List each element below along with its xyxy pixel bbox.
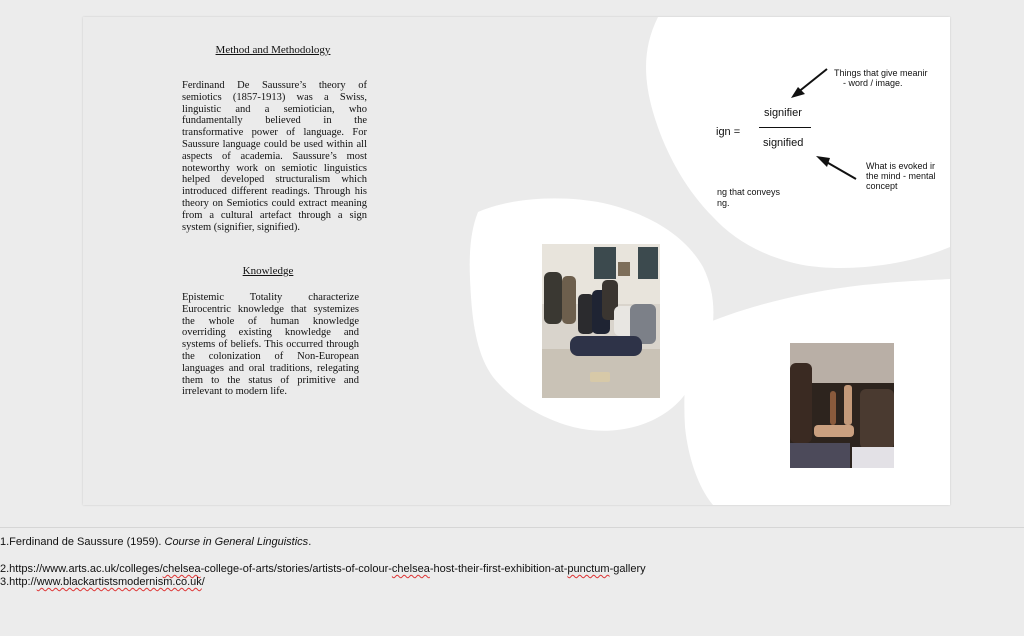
note-signified-1: What is evoked ir [866,161,936,171]
footnote-1-title: Course in General Linguistics [164,536,309,548]
knowledge-heading: Knowledge [242,265,294,277]
footnote-2-misspelled: chelsea [162,563,201,575]
footnote-1-text: 1.Ferdinand de Saussure (1959). [0,536,165,548]
signified-label: signified [763,137,804,149]
knowledge-paragraph: Epistemic Totality characterize Eurocentric knowledge that systemizes the whole of human knowledge overriding existing knowledge and systems of beliefs. This occurred through the colonization of Non-European languages and oral traditions, relegating them to the status of primitive and irrelevant to modern life. [182,292,359,398]
footnote-2-misspelled: punctum [567,563,610,575]
note-sign-1: ng that conveys [717,187,781,197]
footnote-2-part: -college-of-arts/stories/artists-of-colour- [200,563,392,575]
footnote-3-part: / [201,576,205,588]
footnote-1-end: . [308,536,312,548]
note-sign-2: ng. [717,198,730,208]
note-signifier-2: - word / image. [843,78,903,88]
footnote-3-part: 3.http:// [0,576,37,588]
footnote-3-link[interactable]: www.blackartistsmodernism.co.uk [36,576,202,588]
sign-label: ign = [716,126,741,138]
note-signifier-1: Things that give meanir [834,68,928,78]
hands-photo[interactable] [790,343,894,468]
footnote-3 [0,576,205,588]
signifier-label: signifier [764,107,802,119]
method-paragraph: Ferdinand De Saussure’s theory of semiotics (1857-1913) was a Swiss, linguistic and a semiotician, who fundamentally believed in the transformative power of language. For Saussure language could be used within all aspects of academia. Saussure’s most noteworthy work on semiotic linguistics helped developed structuralism which introduced different readings. Through his theory on Semiotics could extract meaning from a cultural artefact through a sign system (signifier, signified). [182,80,367,233]
note-signified-2: the mind - mental [866,171,936,181]
note-signified-3: concept [866,181,898,191]
speaker-notes-panel[interactable] [0,527,1024,636]
footnote-2-part: -gallery [609,563,646,575]
footnote-2-part: 2.https://www.arts.ac.uk/colleges/ [0,563,163,575]
footnote-2-misspelled: chelsea [391,563,430,575]
slide-canvas[interactable] [83,17,950,505]
group-photo-image [542,244,660,398]
footnote-2 [0,563,646,575]
arrow-to-signified-icon [816,156,856,179]
footnote-2-part: -host-their-first-exhibition-at- [429,563,568,575]
hands-photo-image [790,343,894,468]
footnote-1 [0,536,311,548]
arrow-to-signifier-icon [791,69,827,98]
method-heading: Method and Methodology [215,44,331,56]
diagram-arrows [783,65,868,185]
group-photo[interactable] [542,244,660,398]
